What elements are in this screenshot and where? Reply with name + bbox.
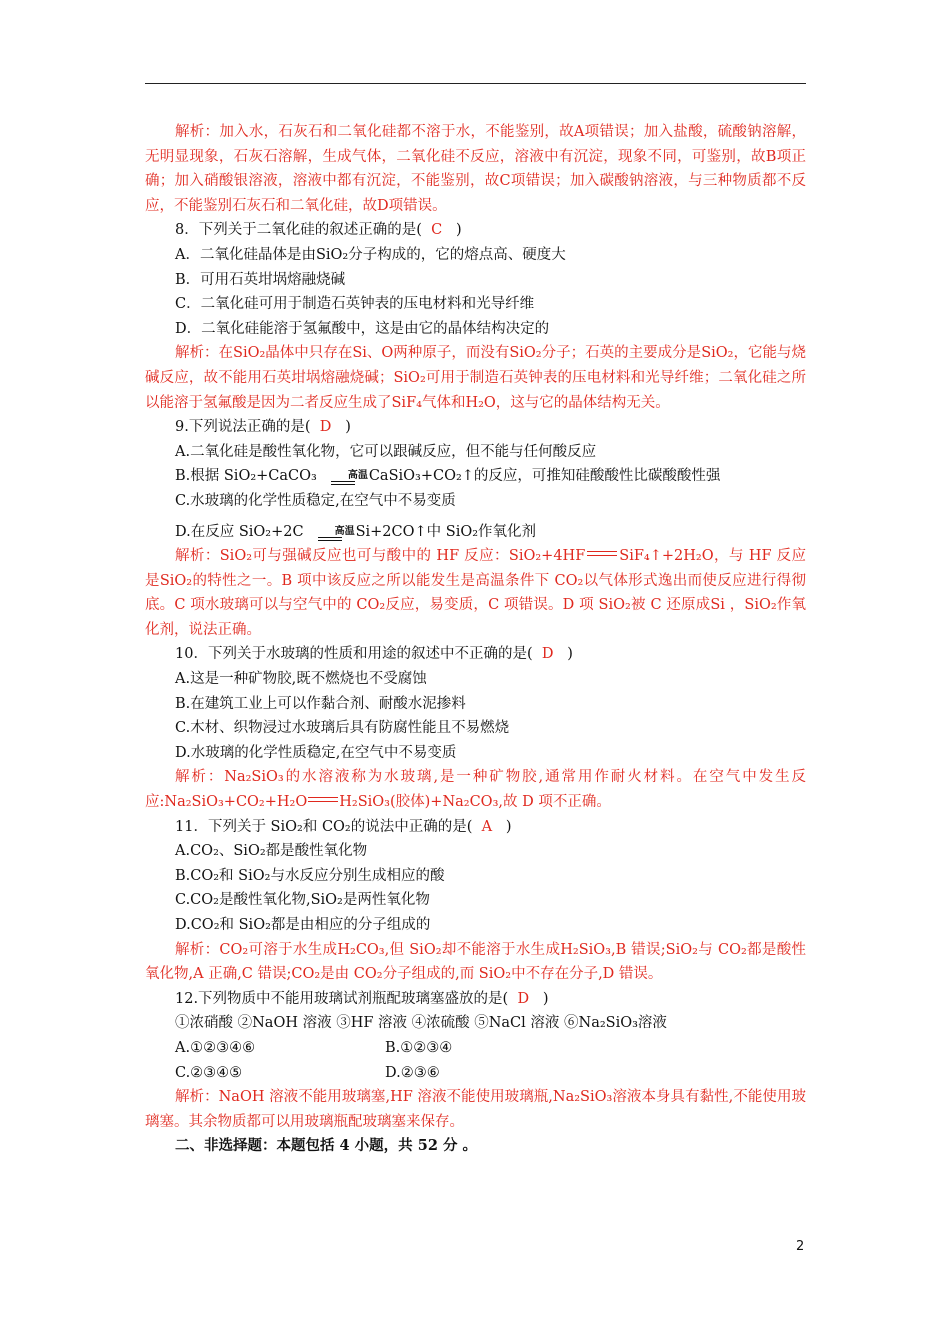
question-11-stem: 11．下列关于 SiO₂和 CO₂的说法中正确的是( A ) (175, 818, 512, 835)
option-10c: C.木材、织物浸过水玻璃后具有防腐性能且不易燃烧 (175, 720, 510, 737)
option-11b: B.CO₂和 SiO₂与水反应分别生成相应的酸 (175, 867, 445, 884)
analysis-q9: 解析：SiO₂可与强碱反应也可与酸中的 HF 反应：SiO₂+4HF SiF₄↑+2H₂O，与 HF 反应是SiO₂的特性之一。B 项中该反应之所以能发生是高温条件下 CO₂以气体形式逸出而使反应进行得彻底。C 项水玻璃可以与空气中的 CO₂反应，易变质，C 项错误。D 项 SiO₂被 C 还原成Si ，SiO₂作氧化剂，说法正确。 (145, 548, 806, 638)
option-8d: D．二氧化硅能溶于氢氟酸中，这是由它的晶体结构决定的 (175, 320, 550, 337)
options-12-row1 (145, 1036, 806, 1061)
answer-q8: C (431, 222, 443, 239)
options-12-row2 (145, 1061, 806, 1086)
analysis-q11: 解析：CO₂可溶于水生成H₂CO₃,但 SiO₂却不能溶于水生成H₂SiO₃,B 错误;SiO₂与 CO₂都是酸性氧化物,A 正确,C 错误;CO₂是由 CO₂分子组成的,而 SiO₂中不存在分子,D 错误。 (145, 941, 806, 983)
option-10a: A.这是一种矿物胶,既不燃烧也不受腐蚀 (175, 671, 427, 688)
option-11a: A.CO₂、SiO₂都是酸性氧化物 (175, 843, 368, 860)
analysis-q7: 解析：加入水，石灰石和二氧化硅都不溶于水，不能鉴别，故A项错误；加入盐酸，硫酸钠溶解，无明显现象，石灰石溶解，生成气体，二氧化硅不反应，溶液中有沉淀，现象不同，可鉴别，故B项正确；加入硝酸银溶液，溶液中都有沉淀，不能鉴别，故C项错误；加入碳酸钠溶液，与三种物质都不反应，不能鉴别石灰石和二氧化硅，故D项错误。 (145, 124, 806, 214)
header-rule (145, 83, 806, 84)
question-12-stem: 12.下列物质中不能用玻璃试剂瓶配玻璃塞盛放的是( D ) (175, 990, 549, 1007)
high-temp-condition-2: 高温 (305, 527, 355, 541)
option-10b: B.在建筑工业上可以作黏合剂、耐酸水泥掺料 (175, 695, 466, 712)
page-number: 2 (796, 1239, 805, 1254)
option-12a: A.①②③④⑥ (175, 1039, 256, 1056)
answer-q9: D (319, 419, 332, 436)
option-11c: C.CO₂是酸性氧化物,SiO₂是两性氧化物 (175, 892, 430, 909)
option-8c: C．二氧化硅可用于制造石英钟表的压电材料和光导纤维 (175, 296, 535, 313)
option-9b: B.根据 SiO₂+CaCO₃ 高温 CaSiO₃+CO₂↑的反应，可推知硅酸酸性比碳酸酸性强 (175, 468, 721, 485)
question-9-stem: 9.下列说法正确的是( D ) (175, 419, 351, 436)
answer-q12: D (517, 990, 530, 1007)
substance-list: ①浓硝酸 ②NaOH 溶液 ③HF 溶液 ④浓硫酸 ⑤NaCl 溶液 ⑥Na₂SiO₃溶液 (175, 1015, 667, 1032)
option-9d: D.在反应 SiO₂+2C 高温 Si+2CO↑中 SiO₂作氧化剂 (175, 523, 537, 540)
option-8a: A．二氧化硅晶体是由SiO₂分子构成的，它的熔点高、硬度大 (175, 246, 566, 263)
analysis-q8: 解析：在SiO₂晶体中只存在Si、O两种原子，而没有SiO₂分子；石英的主要成分是SiO₂，它能与烧碱反应，故不能用石英坩埚熔融烧碱；SiO₂可用于制造石英钟表的压电材料和光导纤维；二氧化硅之所以能溶于氢氟酸是因为二者反应生成了SiF₄气体和H₂O，这与它的晶体结构无关。 (145, 345, 806, 411)
answer-q11: A (481, 818, 493, 835)
section-heading: 二、非选择题：本题包括 4 小题，共 52 分 。 (175, 1137, 478, 1155)
option-11d: D.CO₂和 SiO₂都是由相应的分子组成的 (175, 917, 431, 933)
high-temp-condition: 高温 (318, 471, 368, 485)
option-10d: D.水玻璃的化学性质稳定,在空气中不易变质 (175, 744, 457, 761)
question-8-stem: 8．下列关于二氧化硅的叙述正确的是( C ) (175, 222, 462, 239)
option-8b: B．可用石英坩埚熔融烧碱 (175, 271, 346, 288)
equals-sign (587, 551, 617, 556)
option-12d: D.②③⑥ (385, 1064, 440, 1081)
option-9c: C.水玻璃的化学性质稳定,在空气中不易变质 (175, 492, 456, 509)
option-12c: C.②③④⑤ (175, 1064, 243, 1081)
option-12b: B.①②③④ (385, 1039, 453, 1056)
question-10-stem: 10．下列关于水玻璃的性质和用途的叙述中不正确的是( D ) (175, 646, 573, 663)
answer-q10: D (541, 646, 554, 663)
equals-sign-2 (308, 797, 338, 802)
analysis-q12: 解析：NaOH 溶液不能用玻璃塞,HF 溶液不能使用玻璃瓶,Na₂SiO₃溶液本身具有黏性,不能使用玻璃塞。其余物质都可以用玻璃瓶配玻璃塞来保存。 (145, 1089, 806, 1130)
analysis-q10: 解析：Na₂SiO₃的水溶液称为水玻璃,是一种矿物胶,通常用作耐火材料。在空气中发生反应:Na₂SiO₃+CO₂+H₂O H₂SiO₃(胶体)+Na₂CO₃,故 D 项不正确。 (145, 769, 806, 811)
document-body (145, 120, 806, 1159)
option-9a: A.二氧化硅是酸性氧化物，它可以跟碱反应，但不能与任何酸反应 (175, 443, 597, 460)
